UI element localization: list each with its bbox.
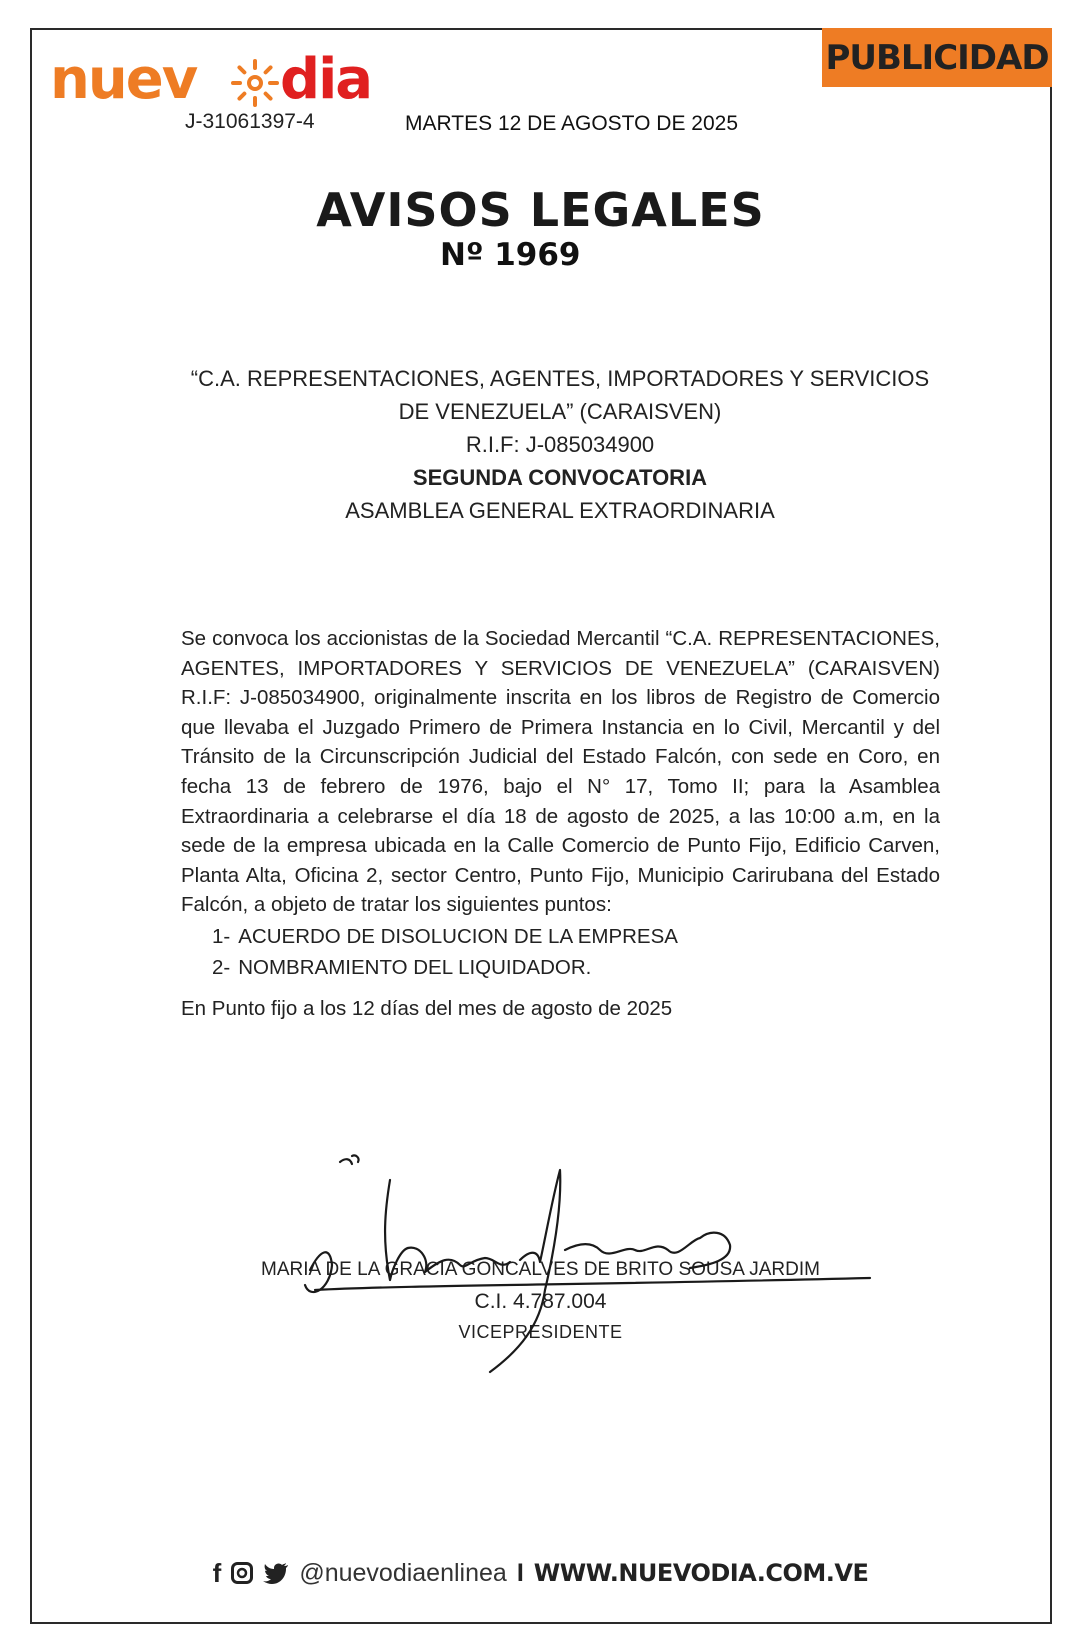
list-item-text: ACUERDO DE DISOLUCION DE LA EMPRESA — [238, 925, 678, 948]
signatory-ci: C.I. 4.787.004 — [474, 1290, 607, 1313]
facebook-icon[interactable]: f — [212, 1557, 222, 1588]
signatory-name: MARIA DE LA GRACIA GONCALVES DE BRITO SOUSA JARDIM — [261, 1259, 820, 1280]
assembly-heading: ASAMBLEA GENERAL EXTRAORDINARIA — [345, 498, 775, 523]
company-name-line2: DE VENEZUELA” (CARAISVEN) — [398, 399, 722, 424]
twitter-icon[interactable] — [263, 1562, 289, 1584]
newspaper-rif: J-31061397-4 — [185, 110, 315, 133]
sun-icon — [230, 58, 280, 108]
notice-header — [160, 362, 960, 527]
list-item-number: 1- — [212, 925, 231, 948]
agenda-list — [212, 921, 678, 983]
list-item-text: NOMBRAMIENTO DEL LIQUIDADOR. — [238, 956, 592, 979]
footer-separator: I — [516, 1558, 524, 1587]
list-item — [212, 921, 678, 952]
convocatoria-heading: SEGUNDA CONVOCATORIA — [412, 465, 708, 490]
list-item — [212, 952, 678, 983]
publication-date: MARTES 12 DE AGOSTO DE 2025 — [405, 112, 739, 135]
company-name-line1: “C.A. REPRESENTACIONES, AGENTES, IMPORTADORES Y SERVICIOS — [190, 366, 930, 391]
closing-line: En Punto fijo a los 12 días del mes de agosto de 2025 — [181, 997, 673, 1020]
notice-number: Nº 1969 — [440, 237, 581, 273]
instagram-icon[interactable] — [231, 1562, 253, 1584]
logo-text-nuev: nuev — [50, 47, 197, 112]
website-link[interactable]: WWW.NUEVODIA.COM.VE — [533, 1559, 869, 1587]
footer — [0, 1553, 1081, 1593]
notice-body: Se convoca los accionistas de la Sociedad Mercantil “C.A. REPRESENTACIONES, AGENTES, IMPORTADORES Y SERVICIOS DE VENEZUELA” (CARAISVEN) R.I.F: J-085034900, originalmente inscrita en los libros de Registro de Comercio que llevaba el Juzgado Primero de Primera Instancia en lo Civil, Mercantil y del Tránsito de la Circunscripción Judicial del Estado Falcón, con sede en Coro, en fecha 13 de febrero de 1976, bajo el N° 17, Tomo II; para la Asamblea Extraordinaria a celebrarse el día 18 de agosto de 2025, a las 10:00 a.m, en la sede de la empresa ubicada en la Calle Comercio de Punto Fijo, Edificio Carven, Planta Alta, Oficina 2, sector Centro, Punto Fijo, Municipio Carirubana del Estado Falcón, a objeto de tratar los siguientes puntos: — [181, 627, 940, 917]
section-badge: PUBLICIDAD — [822, 28, 1052, 87]
company-rif: R.I.F: J-085034900 — [465, 432, 655, 457]
list-item-number: 2- — [212, 956, 231, 979]
signatory-role: VICEPRESIDENTE — [458, 1322, 623, 1342]
page-title: AVISOS LEGALES — [316, 183, 765, 237]
social-handle[interactable]: @nuevodiaenlinea — [299, 1558, 507, 1587]
handwritten-signature — [290, 1150, 910, 1390]
logo-text-dia: dia — [280, 47, 372, 112]
